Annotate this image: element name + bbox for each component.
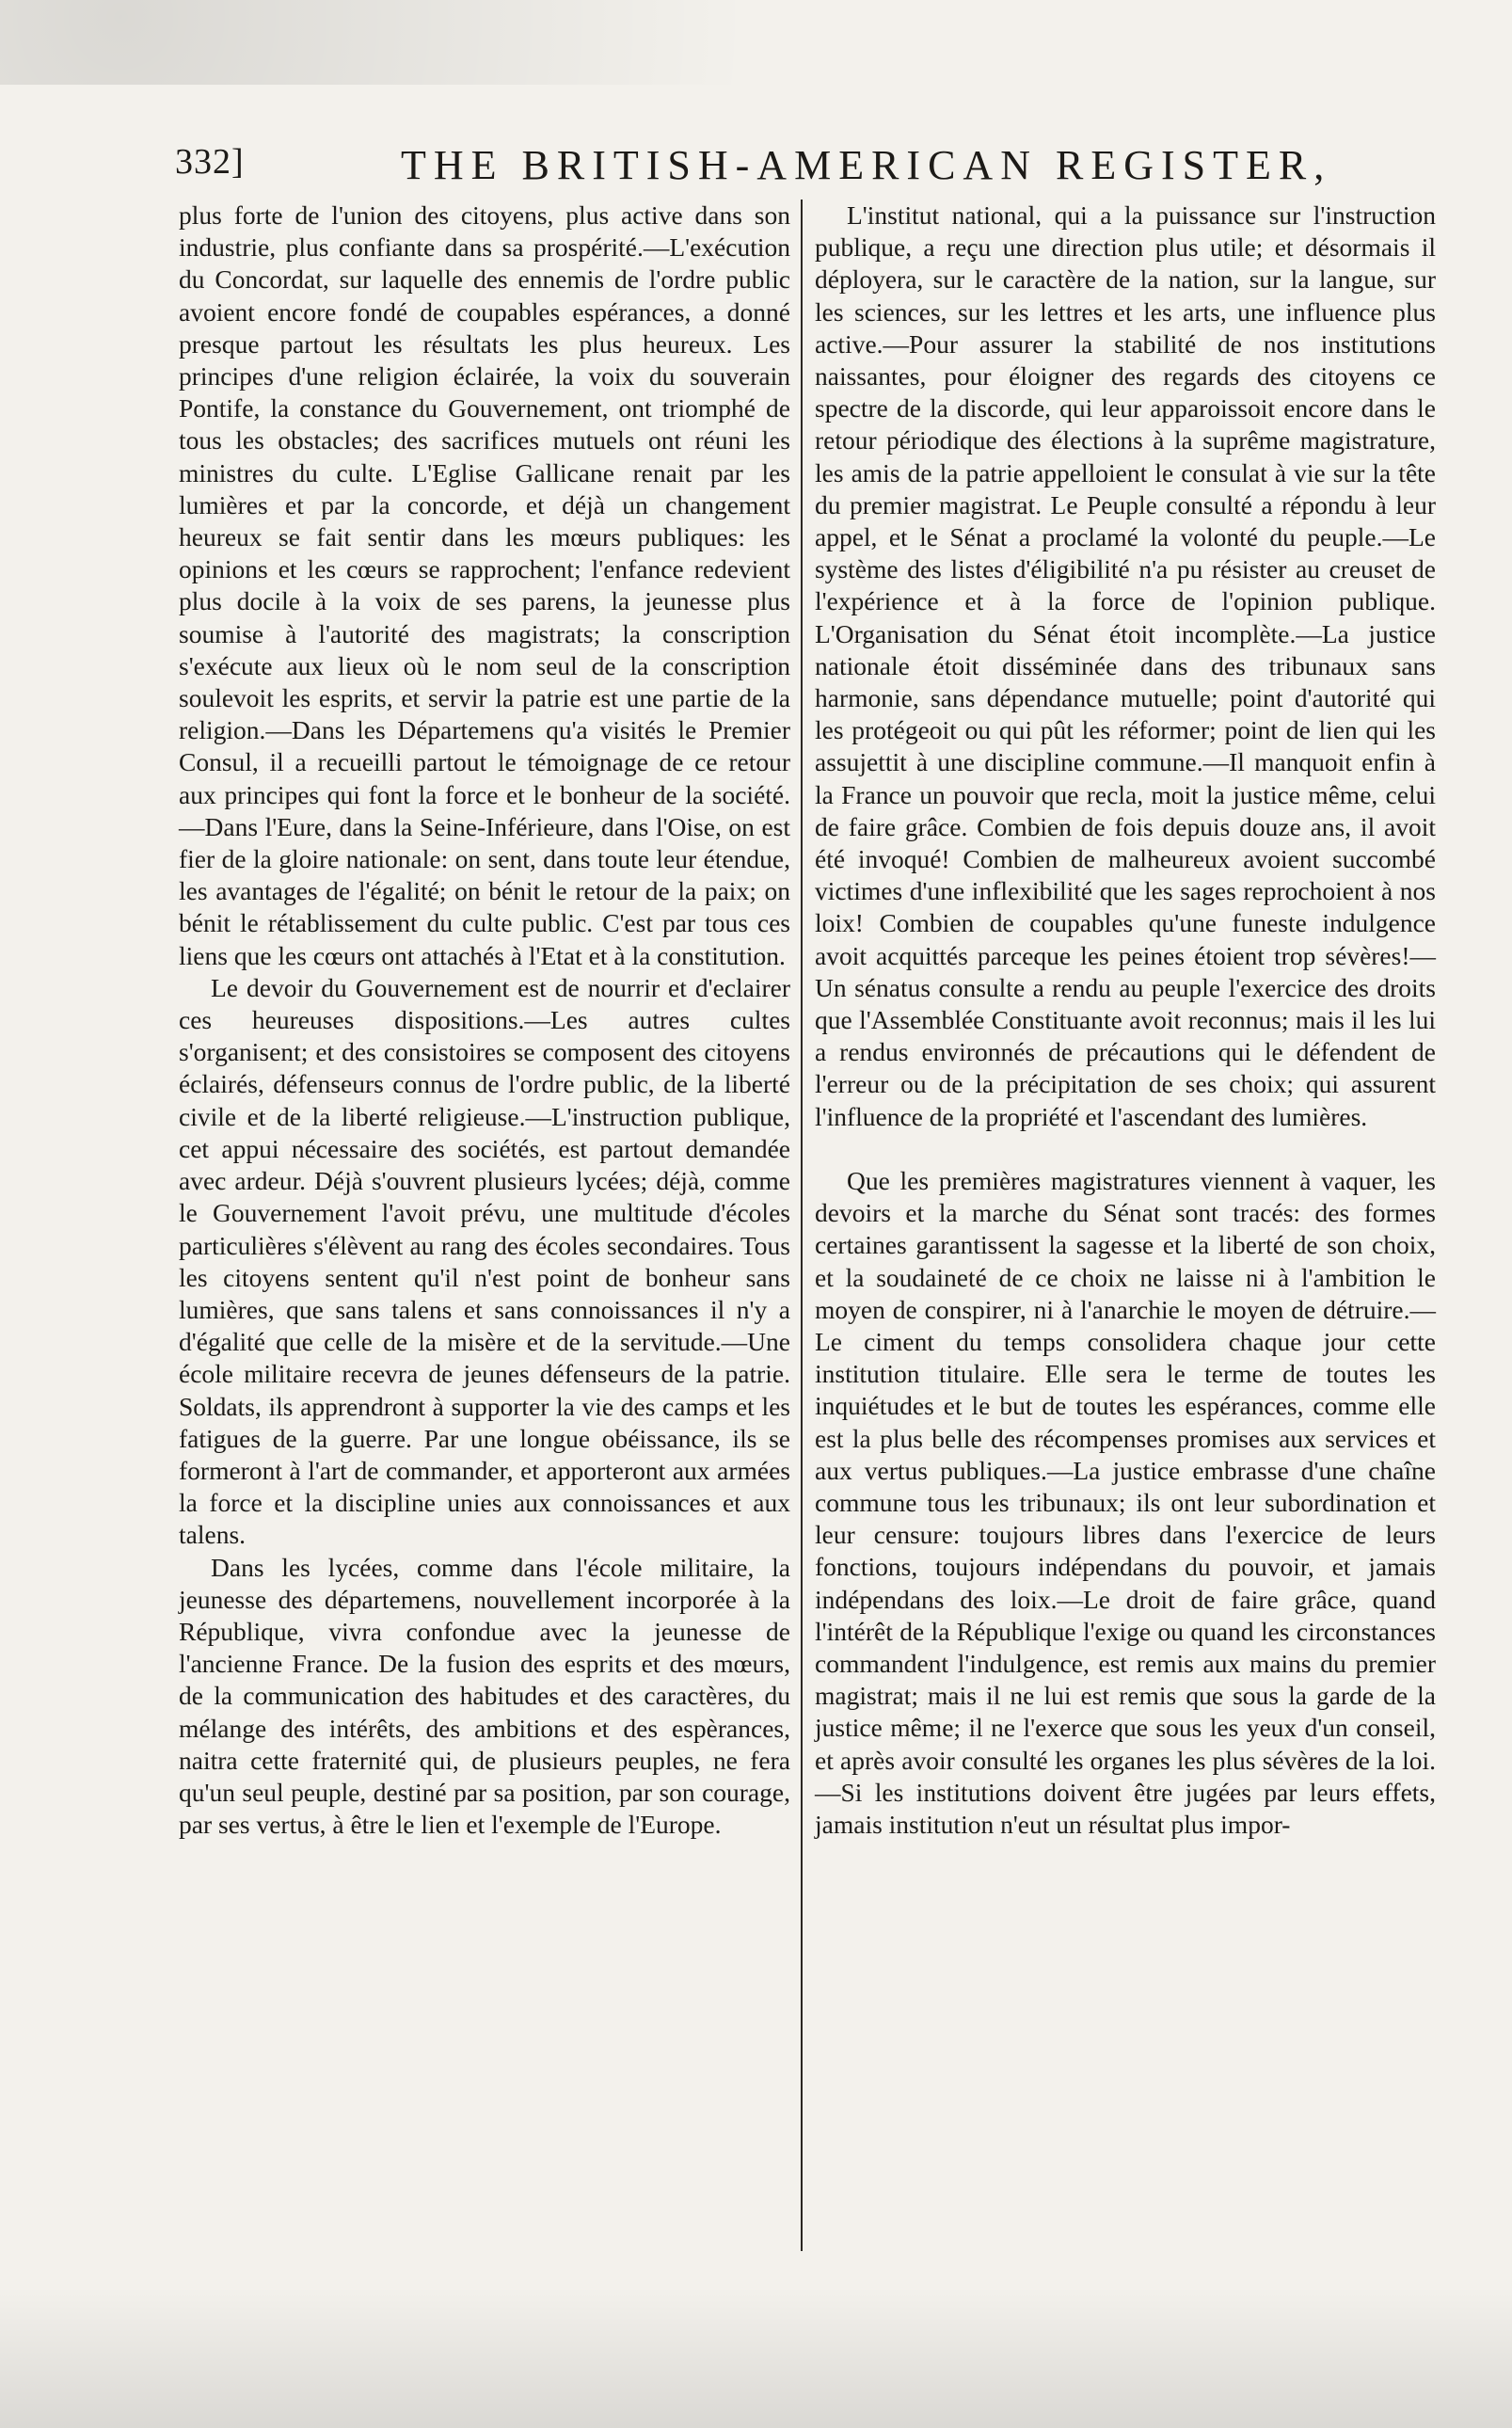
paragraph: L'institut national, qui a la puissance sur l'instruction publique, a reçu une direction plus utile; et désormais il déployera, sur le caractère de la nation, sur la langue, sur les sciences, sur les lettres et les arts, une influence plus active.—Pour assurer la stabilité de nos institutions naissantes, pour éloigner des regards des citoyens ce spectre de la discorde, qui leur apparoissoit encore dans le retour périodique des élections à la suprême magistrature, les amis de la patrie appelloient le consulat à vie sur la tête du premier magistrat. Le Peuple consulté a répondu à leur appel, et le Sénat a proclamé la volonté du peuple.—Le système des listes d'éligibilité n'a pu résister au creuset de l'expérience et à la force de l'opinion publique. L'Organisation du Sénat étoit incomplète.—La justice nationale étoit disséminée dans des tribunaux sans harmonie, sans dépendance mutuelle; point d'autorité qui les protégeoit ou qui pût les réformer; point de lien qui les assujettit à une discipline commune.—Il manquoit enfin à la France un pouvoir que recla, moit la justice même, celui de faire grâce. Combien de fois depuis douze ans, il avoit été invoqué! Combien de malheureux avoient succombé victimes d'une inflexibilité que les sages reprochoient à nos loix! Combien de coupables qu'une funeste indulgence avoit acquittés parceque les peines étoient trop sévères!—Un sénatus consulte a rendu au peuple l'exercice des droits que l'Assemblée Constituante avoit reconnus; mais il les lui a rendus environnés de précautions qui le défendent de l'erreur ou de la précipitation de ses choix; qui assurent l'influence de la propriété et l'ascendant des lumières. bbox=[815, 200, 1436, 1131]
paragraph: plus forte de l'union des citoyens, plus active dans son industrie, plus confiante dans sa prospérité.—L'exécution du Concordat, sur laquelle des ennemis de l'ordre public avoient encore fondé de coupables espérances, a donné presque partout les résultats les plus heureux. Les principes d'une religion éclairée, la voix du souverain Pontife, la constance du Gouvernement, ont triomphé de tous les obstacles; des sacrifices mutuels ont réuni les ministres du culte. L'Eglise Gallicane renait par les lumières et par la concorde, et déjà un changement heureux se fait sentir dans les mœurs publiques: les opinions et les cœurs se rapprochent; l'enfance redevient plus docile à la voix de ses parens, la jeunesse plus soumise à l'autorité des magistrats; la conscription s'exécute aux lieux où le nom seul de la conscription soulevoit les esprits, et servir la patrie est une partie de la religion.—Dans les Départemens qu'a visités le Premier Consul, il a recueilli partout le témoignage de ce retour aux principes qui font la force et le bonheur de la société.—Dans l'Eure, dans la Seine-Inférieure, dans l'Oise, on est fier de la gloire nationale: on sent, dans toute leur étendue, les avantages de l'égalité; on bénit le retour de la paix; on bénit le rétablissement du culte public. C'est par tous ces liens que les cœurs ont attachés à l'Etat et à la constitution. bbox=[179, 200, 790, 970]
paper-edge-bottom bbox=[0, 2287, 1512, 2428]
running-title: THE BRITISH-AMERICAN REGISTER, bbox=[401, 142, 1332, 188]
column-divider bbox=[801, 200, 803, 2251]
right-column bbox=[815, 200, 1436, 1841]
page-number: 332] bbox=[175, 142, 245, 182]
paragraph: Le devoir du Gouvernement est de nourrir et d'eclairer ces heureuses dispositions.—Les autres cultes s'organisent; et des consistoires se composent des citoyens éclairés, défenseurs connus de l'ordre public, de la liberté civile et de la liberté religieuse.—L'instruction publique, cet appui nécessaire des sociétés, est partout demandée avec ardeur. Déjà s'ouvrent plusieurs lycées; déjà, comme le Gouvernement l'avoit prévu, une multitude d'écoles particulières s'élèvent au rang des écoles secondaires. Tous les citoyens sentent qu'il n'est point de bonheur sans lumières, que sans talens et sans connoissances il n'y a d'égalité que celle de la misère et de la servitude.—Une école militaire recevra de jeunes défenseurs de la patrie. Soldats, ils apprendront à supporter la vie des camps et les fatigues de la guerre. Par une longue obéissance, ils se formeront à l'art de commander, et apporteront aux armées la force et la discipline unies aux connoissances et aux talens. bbox=[179, 972, 790, 1550]
paragraph: Dans les lycées, comme dans l'école militaire, la jeunesse des départemens, nouvellement incorporée à la République, vivra confondue avec la jeunesse de l'ancienne France. De la fusion des esprits et des mœurs, de la communication des habitudes et des caractères, du mélange des intérêts, des ambitions et des espèrances, naitra cette fraternité qui, de plusieurs peuples, ne fera qu'un seul peuple, destiné par sa position, par son courage, par ses vertus, à être le lien et l'exemple de l'Europe. bbox=[179, 1552, 790, 1840]
left-column bbox=[179, 200, 790, 1841]
paragraph: Que les premières magistratures viennent à vaquer, les devoirs et la marche du Sénat sont tracés: des formes certaines garantissent la sagesse et la liberté de son choix, et la soudaineté de ce choix ne laisse ni à l'ambition le moyen de conspirer, ni à l'anarchie le moyen de détruire.—Le ciment du temps consolidera chaque jour cette institution titulaire. Elle sera le terme de toutes les inquiétudes et le but de toutes les espérances, comme elle est la plus belle des récompenses promises aux services et aux vertus publiques.—La justice embrasse d'une chaîne commune tous les tribunaux; ils ont leur subordination et leur censure: toujours libres dans l'exercice de leurs fonctions, toujours indépendans du pouvoir, et jamais indépendans des loix.—Le droit de faire grâce, quand l'intérêt de la République l'exige ou quand les circonstances commandent l'indulgence, est remis aux mains du premier magistrat; mais il ne lui est remis que sous la garde de la justice même; il ne l'exerce que sous les yeux d'un conseil, et après avoir consulté les organes les plus sévères de la loi.—Si les institutions doivent être jugées par leurs effets, jamais institution n'eut un résultat plus impor- bbox=[815, 1165, 1436, 1839]
paper-edge-top bbox=[0, 0, 1512, 85]
page-header bbox=[175, 141, 1436, 194]
